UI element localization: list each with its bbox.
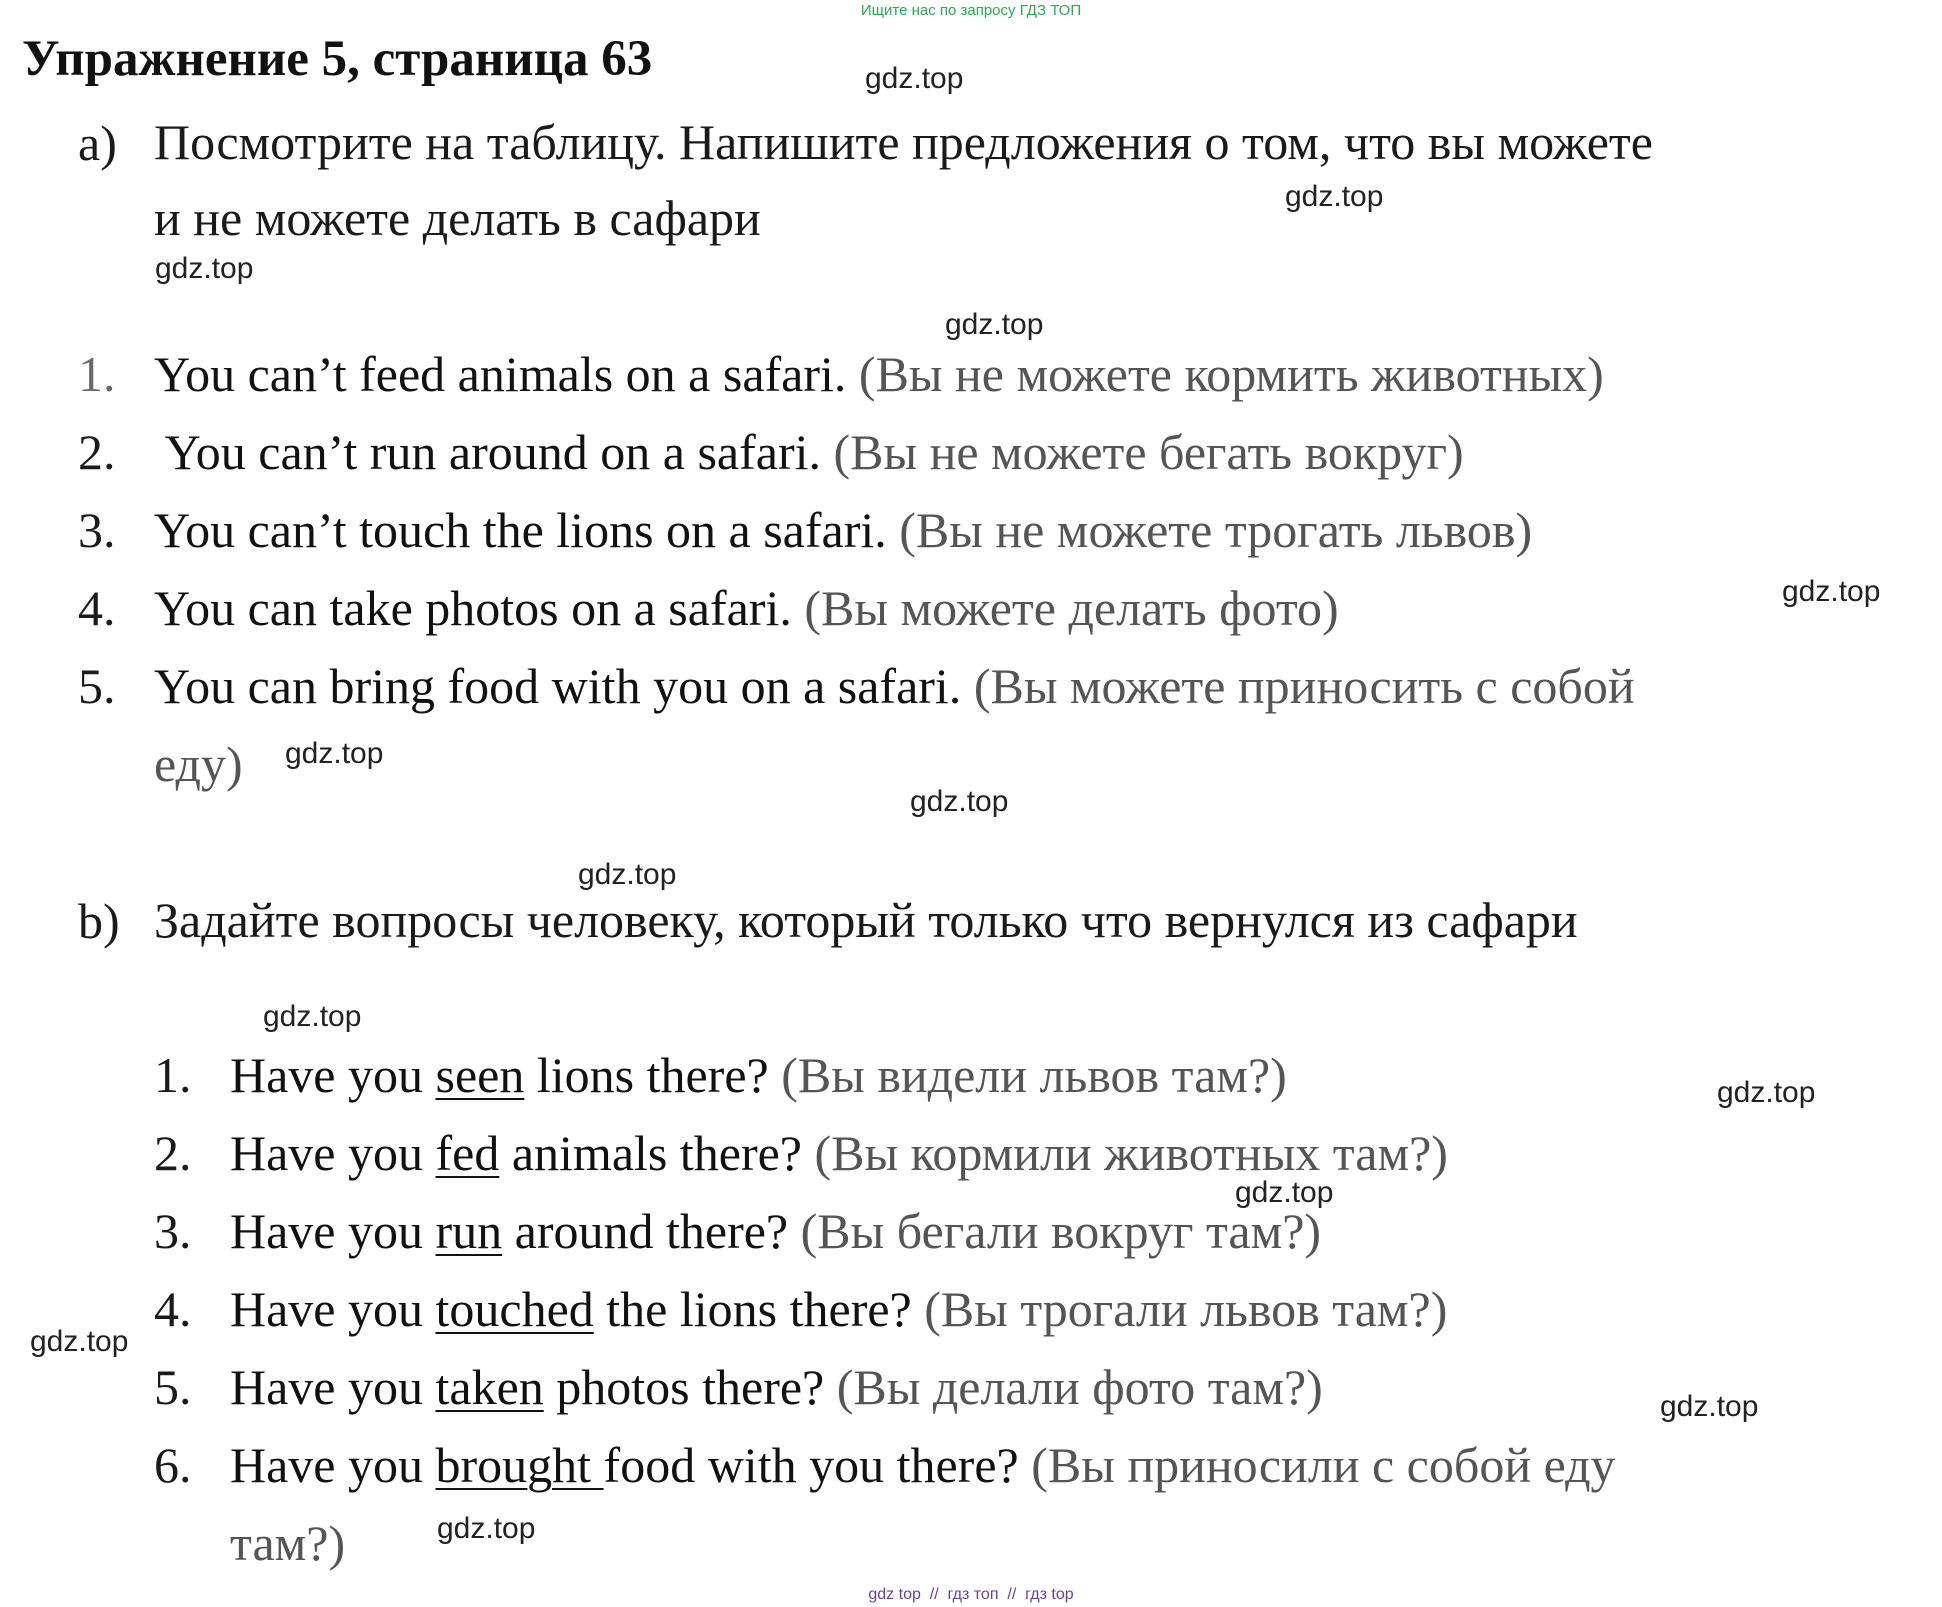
question-end: food with you there? bbox=[603, 1437, 1019, 1493]
question-start: Have you bbox=[230, 1359, 436, 1415]
english-sentence: You can bring food with you on a safari. bbox=[154, 658, 962, 714]
watermark: gdz.top bbox=[1235, 1176, 1334, 1209]
footer: gdz top // гдз топ // гдз top bbox=[868, 1586, 1074, 1603]
russian-translation: (Вы не можете трогать львов) bbox=[899, 502, 1533, 558]
russian-translation: (Вы не можете кормить животных) bbox=[858, 346, 1604, 402]
russian-translation: (Вы не можете бегать вокруг) bbox=[833, 424, 1464, 480]
russian-translation: (Вы бегали вокруг там?) bbox=[800, 1203, 1322, 1259]
question-start: Have you bbox=[230, 1047, 436, 1103]
list-item-number: 5. bbox=[154, 1359, 192, 1415]
watermark: gdz.top bbox=[945, 308, 1044, 341]
underlined-verb: run bbox=[435, 1203, 503, 1259]
list-item bbox=[154, 579, 1339, 637]
list-item bbox=[230, 1280, 1447, 1338]
watermark: gdz.top bbox=[910, 785, 1009, 818]
watermark: gdz.top bbox=[285, 737, 384, 770]
list-item bbox=[154, 423, 1464, 481]
list-item bbox=[154, 345, 1604, 403]
watermark: gdz.top bbox=[263, 1000, 362, 1033]
english-sentence: You can’t touch the lions on a safari. bbox=[154, 502, 887, 558]
list-item-number: 3. bbox=[154, 1203, 192, 1259]
underlined-verb: taken bbox=[435, 1359, 544, 1415]
watermark: gdz.top bbox=[865, 62, 964, 95]
list-item-number: 3. bbox=[78, 502, 116, 558]
list-item-number: 2. bbox=[78, 424, 116, 480]
watermark: gdz.top bbox=[1660, 1390, 1759, 1423]
russian-translation: (Вы можете делать фото) bbox=[804, 580, 1339, 636]
list-item-number: 4. bbox=[78, 580, 116, 636]
watermark: gdz.top bbox=[1717, 1076, 1816, 1109]
list-item-number: 1. bbox=[78, 346, 116, 402]
underlined-verb: touched bbox=[435, 1281, 594, 1337]
list-item bbox=[154, 501, 1532, 559]
list-item bbox=[230, 1124, 1448, 1182]
watermark: gdz.top bbox=[30, 1325, 129, 1358]
watermark: gdz.top bbox=[1782, 575, 1881, 608]
list-item bbox=[230, 1046, 1287, 1104]
list-item bbox=[230, 1358, 1323, 1416]
list-item bbox=[230, 1436, 1616, 1494]
underlined-verb: seen bbox=[435, 1047, 525, 1103]
question-end: around there? bbox=[502, 1203, 789, 1259]
question-end: photos there? bbox=[543, 1359, 825, 1415]
list-item-number: 2. bbox=[154, 1125, 192, 1181]
watermark: gdz.top bbox=[437, 1512, 536, 1545]
list-item-number: 1. bbox=[154, 1047, 192, 1103]
question-start: Have you bbox=[230, 1125, 436, 1181]
section-b-instruction: Задайте вопросы человеку, который только что вернулся из сафари bbox=[154, 892, 1578, 948]
english-sentence: You can’t feed animals on a safari. bbox=[154, 346, 847, 402]
russian-translation-continuation: там?) bbox=[230, 1515, 346, 1571]
list-item bbox=[230, 1202, 1321, 1260]
underlined-verb: brought bbox=[435, 1437, 604, 1493]
section-b-marker: b) bbox=[78, 893, 120, 949]
section-a-marker: a) bbox=[78, 115, 117, 171]
page-title: Упражнение 5, страница 63 bbox=[22, 31, 653, 87]
list-item-number: 6. bbox=[154, 1437, 192, 1493]
list-item-number: 5. bbox=[78, 658, 116, 714]
question-end: the lions there? bbox=[593, 1281, 912, 1337]
russian-translation-continuation: еду) bbox=[154, 736, 243, 792]
english-sentence: You can take photos on a safari. bbox=[154, 580, 792, 636]
question-end: animals there? bbox=[499, 1125, 802, 1181]
russian-translation: (Вы кормили животных там?) bbox=[814, 1125, 1448, 1181]
list-item-number: 4. bbox=[154, 1281, 192, 1337]
watermark: gdz.top bbox=[1285, 180, 1384, 213]
english-sentence: You can’t run around on a safari. bbox=[154, 424, 821, 480]
question-start: Have you bbox=[230, 1437, 436, 1493]
section-a-instruction-line1: Посмотрите на таблицу. Напишите предложения о том, что вы можете bbox=[154, 114, 1653, 170]
question-end: lions there? bbox=[524, 1047, 769, 1103]
question-start: Have you bbox=[230, 1203, 436, 1259]
watermark: gdz.top bbox=[578, 858, 677, 891]
underlined-verb: fed bbox=[435, 1125, 500, 1181]
russian-translation: (Вы трогали львов там?) bbox=[924, 1281, 1448, 1337]
russian-translation: (Вы приносили с собой еду bbox=[1031, 1437, 1616, 1493]
watermark: gdz.top bbox=[155, 252, 254, 285]
russian-translation: (Вы видели львов там?) bbox=[781, 1047, 1287, 1103]
section-a-instruction-line2: и не можете делать в сафари bbox=[154, 190, 761, 246]
top-banner: Ищите нас по запросу ГДЗ ТОП bbox=[860, 2, 1082, 19]
russian-translation: (Вы можете приносить с собой bbox=[973, 658, 1635, 714]
question-start: Have you bbox=[230, 1281, 436, 1337]
russian-translation: (Вы делали фото там?) bbox=[836, 1359, 1323, 1415]
list-item bbox=[154, 657, 1635, 715]
